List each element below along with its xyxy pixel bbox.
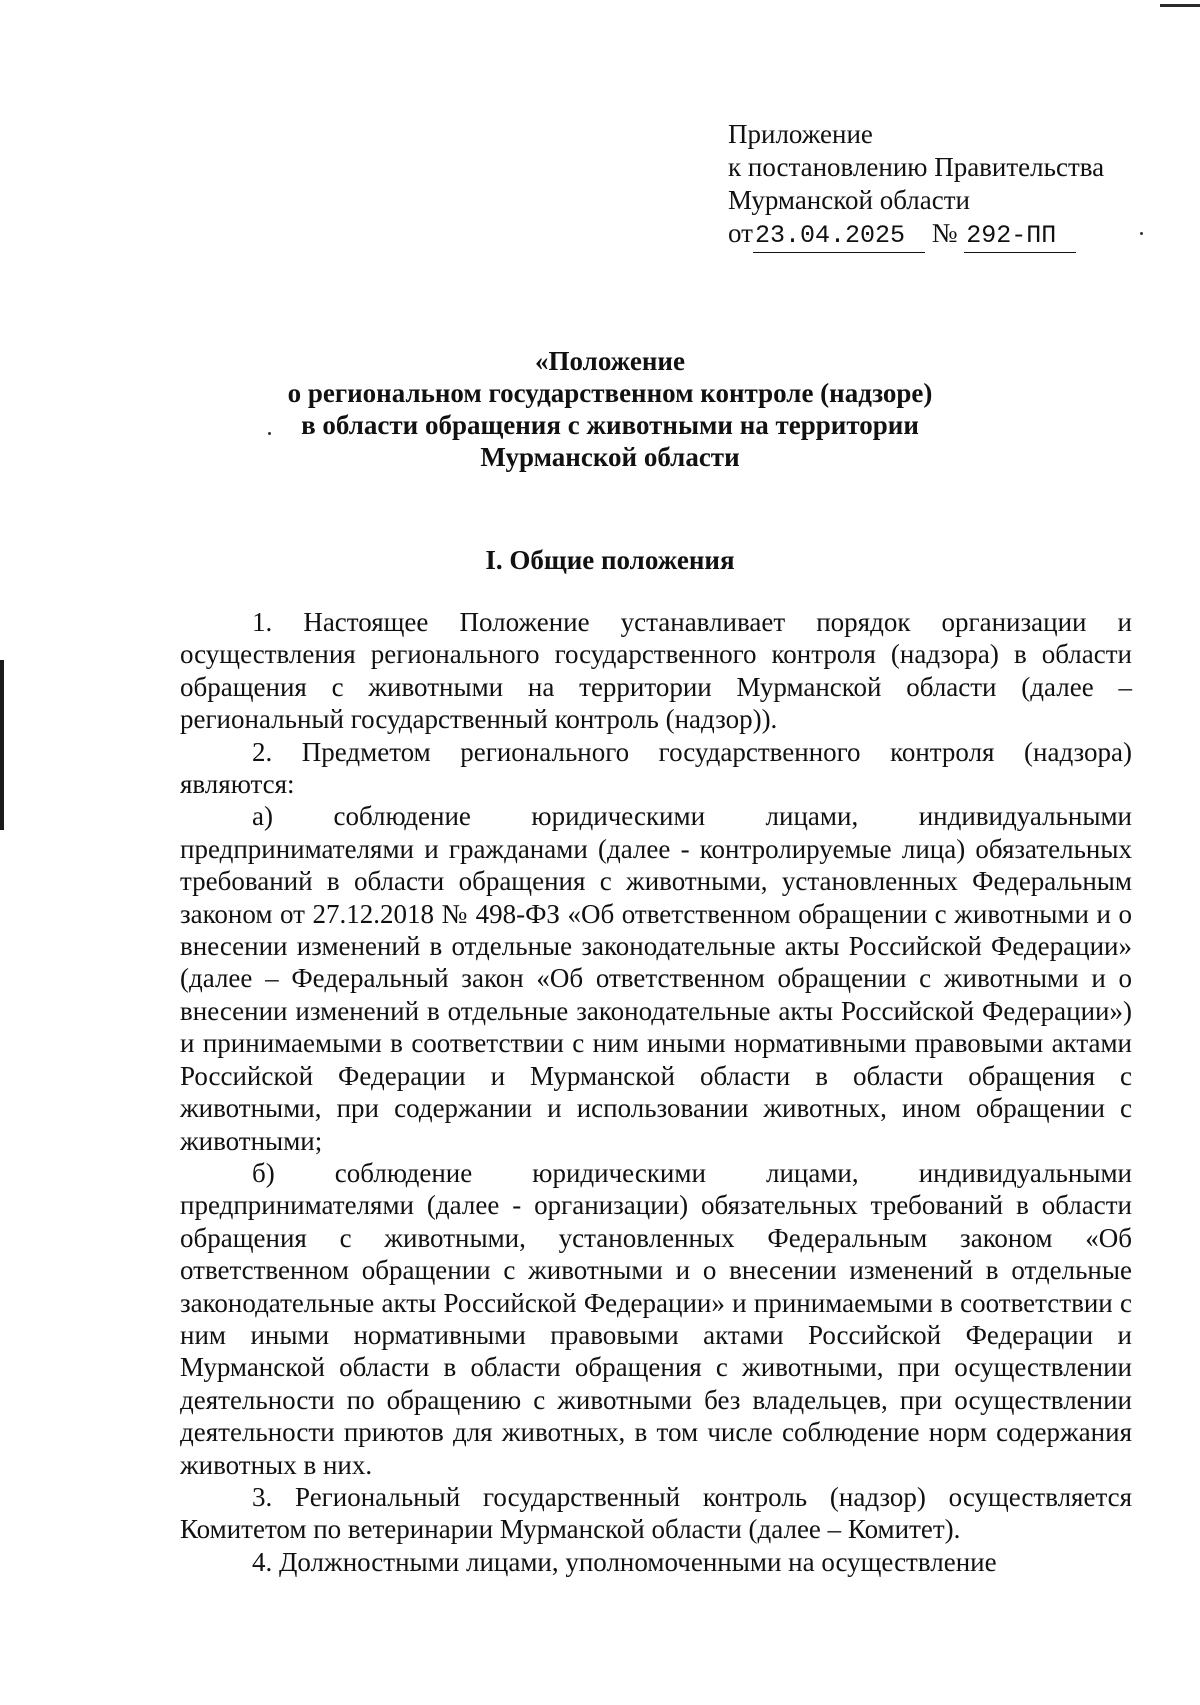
paragraph-4: 4. Должностными лицами, уполномоченными на осуществление [252, 1546, 997, 1577]
title-line-3: в области обращения с животными на территории [301, 410, 919, 440]
approval-line-3: Мурманской области [728, 185, 970, 215]
number-prefix: № [931, 218, 958, 248]
title-line-2: о региональном государственном контроле (надзоре) [287, 378, 933, 408]
approval-number: 292-ПП [964, 219, 1076, 253]
scan-edge-mark [0, 660, 4, 830]
approval-block [728, 118, 1168, 253]
paragraph-2b: б) соблюдение юридическими лицами, индивидуальными предпринимателями (далее - организации) обязательных требований в области обращения с животными, установленных Федеральным законом «Об ответственном обращении с животными и о внесении изменений в отдельные законодательные акты Российской Федерации» и принимаемыми в соответствии с ним иными нормативными правовыми актами Российской Федерации и Мурманской области в области обращения с животными, при осуществлении деятельности по обращению с животными без владельцев, при осуществлении деятельности приютов для животных, в том числе соблюдение норм содержания животных в них. [180, 1157, 1132, 1480]
approval-line-2: к постановлению Правительства [728, 152, 1105, 182]
document-body [180, 606, 1132, 1578]
approval-date-line [728, 217, 1168, 253]
title-line-4: Мурманской области [480, 442, 740, 472]
title-line-1: «Положение [535, 346, 685, 376]
date-prefix: от [728, 218, 753, 248]
document-title [180, 345, 1040, 473]
approval-date: 23.04.2025 [753, 219, 925, 253]
scan-corner-mark [1160, 4, 1200, 7]
paragraph-2: 2. Предметом регионального государственного контроля (надзора) являются: [180, 736, 1132, 800]
approval-line-1: Приложение [728, 119, 873, 149]
paragraph-1: 1. Настоящее Положение устанавливает порядок организации и осуществления регионального государственного контроля (надзора) в области обращения с животными на территории Мурманской области (далее – региональный государственный контроль (надзор)). [180, 607, 1132, 735]
section-heading: I. Общие положения [485, 545, 735, 575]
paragraph-3: 3. Региональный государственный контроль (надзор) осуществляется Комитетом по ветеринарии Мурманской области (далее – Комитет). [180, 1481, 1132, 1545]
paragraph-2a: а) соблюдение юридическими лицами, индивидуальными предпринимателями и гражданами (далее - контролируемые лица) обязательных требований в области обращения с животными, установленных Федеральным законом от 27.12.2018 № 498-ФЗ «Об ответственном обращении с животными и о внесении изменений в отдельные законодательные акты Российской Федерации» (далее – Федеральный закон «Об ответственном обращении с животными и о внесении изменений в отдельные законодательные акты Российской Федерации») и принимаемыми в соответствии с ним иными нормативными правовыми актами Российской Федерации и Мурманской области в области обращения с животными, при содержании и использовании животных, ином обращении с животными; [180, 801, 1132, 1156]
